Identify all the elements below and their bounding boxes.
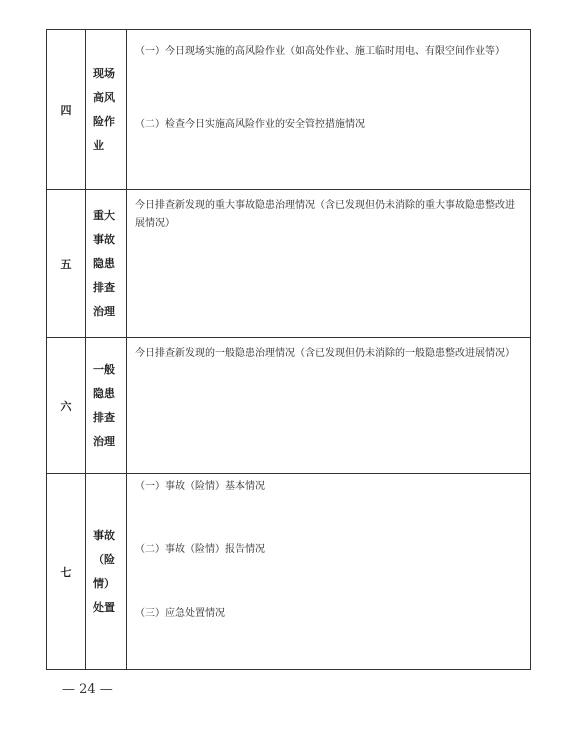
content-item: （一）事故（险情）基本情况: [135, 481, 265, 492]
content-item: （二）检查今日实施高风险作业的安全管控措施情况: [135, 119, 365, 130]
row-category: [86, 30, 127, 190]
page-number: — 24 —: [62, 682, 113, 697]
category-label: 事故（险情）处置: [93, 528, 115, 614]
table-row: [47, 338, 531, 474]
category-label: 一般隐患排查治理: [93, 362, 115, 448]
row-number: 六: [47, 338, 86, 474]
content-paragraph: 今日排查新发现的一般隐患治理情况（含已发现但仍未消除的一般隐患整改进展情况）: [135, 348, 515, 359]
content-item: （一）今日现场实施的高风险作业（如高处作业、施工临时用电、有限空间作业等）: [135, 46, 505, 57]
table-row: [47, 474, 531, 670]
category-label: 重大事故隐患排查治理: [93, 208, 115, 318]
row-content: [127, 474, 531, 670]
row-number: 四: [47, 30, 86, 190]
row-category: [86, 190, 127, 338]
content-item: （三）应急处置情况: [135, 608, 225, 619]
content-item: （二）事故（险情）报告情况: [135, 544, 265, 555]
row-content: [127, 30, 531, 190]
content-paragraph: 今日排查新发现的重大事故隐患治理情况（含已发现但仍未消除的重大事故隐患整改进展情况）: [135, 200, 515, 229]
row-content: [127, 190, 531, 338]
row-number: 五: [47, 190, 86, 338]
row-number: 七: [47, 474, 86, 670]
category-label: 现场高风险作业: [93, 66, 115, 152]
report-form-table: [46, 29, 531, 670]
row-category: [86, 338, 127, 474]
row-content: [127, 338, 531, 474]
table-row: [47, 190, 531, 338]
table-row: [47, 30, 531, 190]
row-category: [86, 474, 127, 670]
